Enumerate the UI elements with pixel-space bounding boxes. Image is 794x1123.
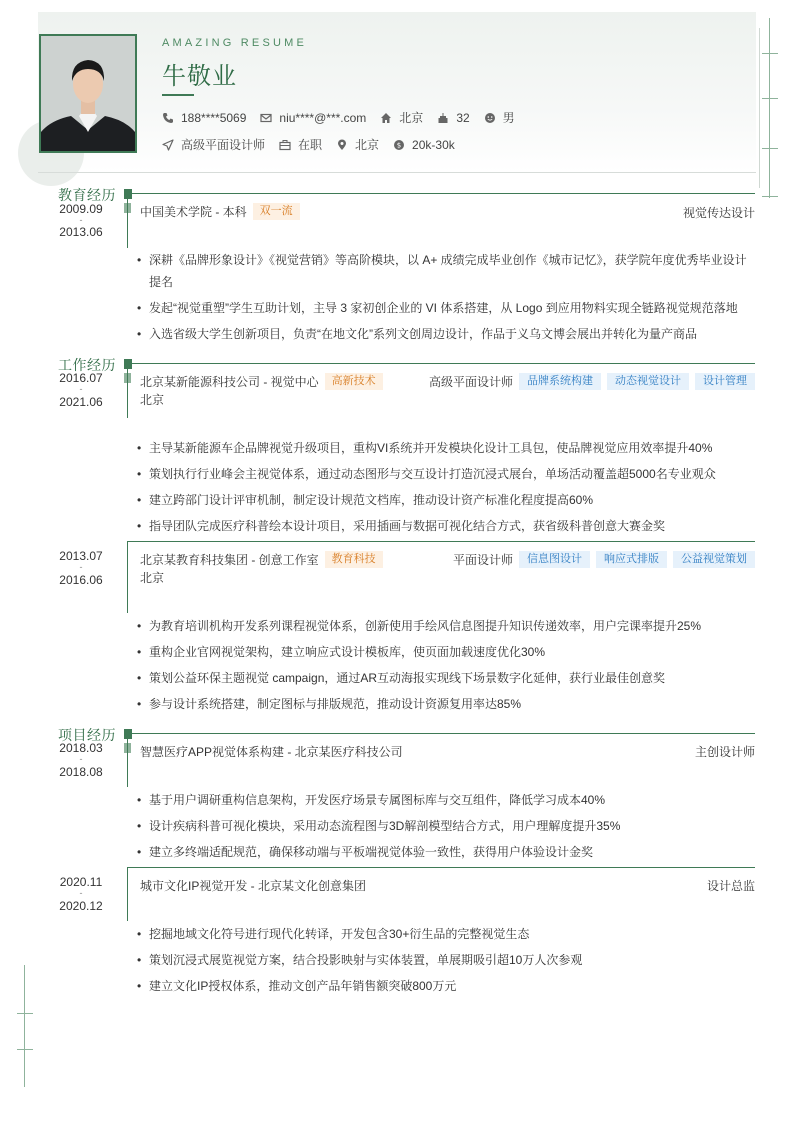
list-item: • 为教育培训机构开发系列课程视觉体系，创新使用手绘风信息图提升知识传递效率，用户完课率提升25% (137, 615, 753, 637)
company-city: 北京 (140, 571, 165, 585)
date-separator: - (79, 215, 83, 225)
job-intent-row (162, 136, 469, 153)
end-date: 2020.12 (59, 899, 103, 913)
company-name: 北京某新能源科技公司 - 视觉中心 (140, 375, 319, 389)
portrait-image (41, 36, 135, 151)
section-marker (124, 359, 132, 369)
phone-icon (162, 112, 174, 124)
list-item: • 发起“视觉重塑”学生互助计划，主导 3 家初创企业的 VI 体系搭建，从 Logo 到应用物料实现全链路视觉规范落地 (137, 297, 753, 319)
decorative-tick (762, 53, 778, 54)
salary-text: 20k-30k (412, 137, 455, 152)
date-separator: - (79, 888, 83, 898)
list-item: • 挖掘地域文化符号进行现代化转译，开发包含30+衍生品的完整视觉生态 (137, 923, 753, 945)
phone-item (162, 111, 246, 125)
email-item (260, 111, 366, 125)
cake-icon (437, 112, 449, 124)
role-text: 高级平面设计师 (428, 375, 513, 389)
list-item: • 入选省级大学生创新项目，负责“在地文化”系列文创周边设计，作品于义乌文博会展出并转化为量产商品 (137, 323, 753, 345)
date-separator: - (79, 754, 83, 764)
school-title (140, 203, 300, 220)
project-bullets (137, 789, 753, 867)
city-text: 北京 (355, 138, 380, 152)
start-date: 2020.11 (59, 875, 103, 889)
start-date: 2016.07 (59, 371, 103, 385)
project-bullets (137, 923, 753, 1001)
end-date: 2021.06 (59, 395, 103, 409)
end-date: 2016.06 (59, 573, 103, 587)
end-date: 2018.08 (59, 765, 103, 779)
company-tag: 教育科技 (325, 551, 383, 568)
list-item: • 策划执行行业峰会主视觉体系，通过动态图形与交互设计打造沉浸式展台，单场活动覆盖超5000名专业观众 (137, 463, 753, 485)
avatar (39, 34, 137, 153)
svg-text:$: $ (396, 141, 402, 150)
skill-tag: 信息图设计 (519, 551, 590, 568)
gender-text: 男 (502, 111, 515, 125)
list-item: • 建立多终端适配规范，确保移动端与平板端视觉体验一致性，获得用户体验设计金奖 (137, 841, 753, 863)
resume-subtitle: AMAZING RESUME (162, 37, 308, 49)
role-and-skills (453, 551, 755, 568)
skill-tag: 公益视觉策划 (673, 551, 755, 568)
role-text: 设计总监 (706, 879, 755, 893)
gender-item (484, 109, 515, 126)
list-item: • 重构企业官网视觉架构，建立响应式设计模板库，使页面加载速度优化30% (137, 641, 753, 663)
decorative-tick (17, 1013, 33, 1014)
list-item: • 策划沉浸式展览视觉方案，结合投影映射与实体装置，单展期吸引超10万人次参观 (137, 949, 753, 971)
contact-row (162, 109, 529, 126)
briefcase-icon (279, 139, 291, 151)
project-name: 智慧医疗APP视觉体系构建 - 北京某医疗科技公司 (140, 745, 403, 759)
email-text: niu****@***.com (279, 110, 367, 125)
section-marker (124, 729, 132, 739)
list-item: • 策划公益环保主题视觉 campaign，通过AR互动海报实现线下场景数字化延伸，获行业最佳创意奖 (137, 667, 753, 689)
start-date: 2009.09 (59, 202, 103, 216)
major-text: 视觉传达设计 (682, 206, 755, 220)
timeline-line (127, 733, 128, 787)
header-divider (38, 172, 756, 173)
timeline-line (127, 867, 128, 921)
major (683, 204, 755, 221)
project-title (140, 743, 403, 760)
work-bullets (137, 615, 753, 719)
smile-icon (484, 112, 496, 124)
city-item (336, 136, 379, 153)
decorative-line (759, 28, 760, 188)
skill-tag: 设计管理 (695, 373, 755, 390)
candidate-name: 牛敬业 (162, 63, 237, 90)
company-tag: 高新技术 (325, 373, 383, 390)
send-icon (162, 139, 174, 151)
name-underline (162, 94, 194, 96)
status-text: 在职 (298, 138, 323, 152)
entry-divider (127, 867, 755, 868)
date-separator: - (79, 562, 83, 572)
location-pin-icon (336, 139, 348, 151)
section-title-projects: 项目经历 (58, 727, 116, 743)
section-divider (128, 193, 755, 194)
timeline-line (127, 363, 128, 418)
end-date: 2013.06 (59, 225, 103, 239)
school-tag: 双一流 (253, 203, 300, 220)
role-text: 主创设计师 (694, 745, 755, 759)
skill-tag: 品牌系统构建 (519, 373, 601, 390)
home-icon (380, 112, 392, 124)
section-divider (128, 363, 755, 364)
decorative-line (24, 965, 25, 1087)
section-title-work: 工作经历 (58, 357, 116, 373)
list-item: • 建立文化IP授权体系，推动文创产品年销售额突破800万元 (137, 975, 753, 997)
section-divider (128, 733, 755, 734)
section-title-education: 教育经历 (58, 187, 116, 203)
education-bullets (137, 249, 753, 349)
start-date: 2013.07 (59, 549, 103, 563)
project-role (707, 877, 755, 894)
age-item (437, 111, 469, 125)
phone-text: 188****5069 (181, 110, 247, 125)
age-text: 32 (456, 110, 470, 125)
timeline-line (127, 193, 128, 248)
work-bullets (137, 437, 753, 541)
skill-tag: 响应式排版 (596, 551, 667, 568)
list-item: • 深耕《品牌形象设计》《视觉营销》等高阶模块，以 A+ 成绩完成毕业创作《城市记忆》，获学院年度优秀毕业设计提名 (137, 249, 753, 293)
date-separator: - (79, 384, 83, 394)
list-item: • 建立跨部门设计评审机制，制定设计规范文档库，推动设计资产标准化程度提高60% (137, 489, 753, 511)
section-marker (124, 189, 132, 199)
list-item: • 指导团队完成医疗科普绘本设计项目，采用插画与数据可视化结合方式，获省级科普创意大赛金奖 (137, 515, 753, 537)
home-text: 北京 (399, 111, 424, 125)
company-title (140, 551, 383, 568)
role-and-skills (429, 373, 755, 390)
project-name: 城市文化IP视觉开发 - 北京某文化创意集团 (140, 879, 367, 893)
home-item (380, 109, 423, 126)
entry-divider (127, 541, 755, 542)
list-item: • 基于用户调研重构信息架构，开发医疗场景专属图标库与交互组件，降低学习成本40% (137, 789, 753, 811)
status-item (279, 136, 322, 153)
list-item: • 设计疾病科普可视化模块，采用动态流程图与3D解剖模型结合方式，用户理解度提升35% (137, 815, 753, 837)
decorative-tick (762, 148, 778, 149)
project-role (695, 743, 755, 760)
company-city: 北京 (140, 393, 165, 407)
skill-tag: 动态视觉设计 (607, 373, 689, 390)
mail-icon (260, 112, 272, 124)
position-item (162, 136, 265, 153)
list-item: • 主导某新能源车企品牌视觉升级项目，重构VI系统并开发模块化设计工具包，使品牌视觉应用效率提升40% (137, 437, 753, 459)
school-name: 中国美术学院 - 本科 (140, 205, 247, 219)
decorative-line (769, 18, 770, 198)
decorative-tick (762, 196, 778, 197)
decorative-tick (17, 1049, 33, 1050)
start-date: 2018.03 (59, 741, 103, 755)
money-icon (393, 139, 405, 151)
list-item: • 参与设计系统搭建，制定图标与排版规范，推动设计资源复用率达85% (137, 693, 753, 715)
position-text: 高级平面设计师 (181, 138, 266, 152)
project-title (140, 877, 366, 894)
decorative-tick (762, 98, 778, 99)
salary-item (393, 138, 455, 152)
company-title (140, 373, 383, 390)
timeline-line (127, 541, 128, 613)
role-text: 平面设计师 (452, 553, 513, 567)
company-name: 北京某教育科技集团 - 创意工作室 (140, 553, 319, 567)
